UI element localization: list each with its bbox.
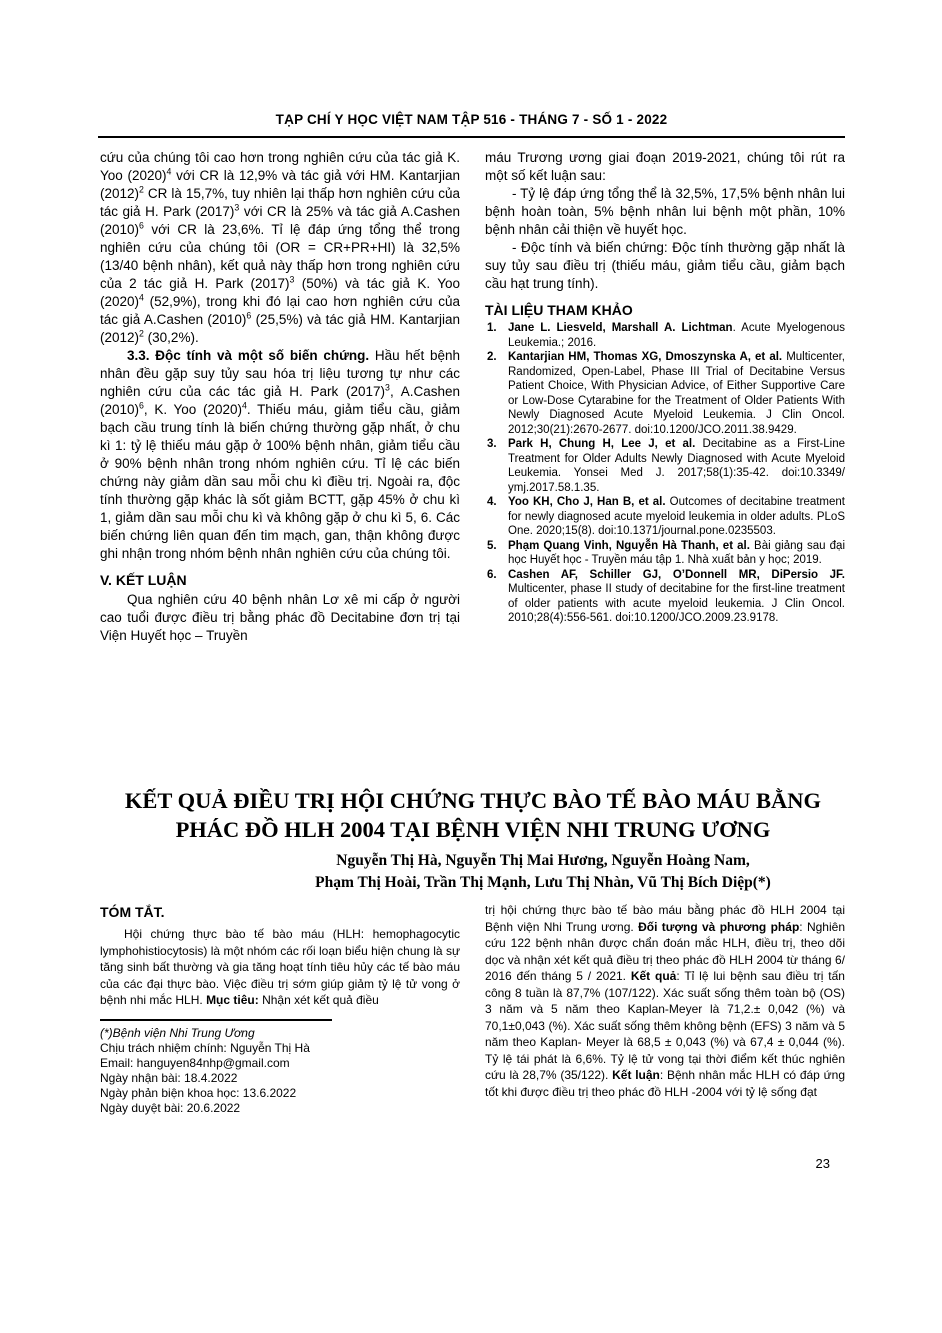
article2-left-column bbox=[100, 902, 460, 1116]
article1-left-column bbox=[100, 149, 460, 645]
reference-item-1 bbox=[485, 321, 845, 350]
footnote-corresponding-author: Chịu trách nhiệm chính: Nguyễn Thị Hà bbox=[100, 1040, 310, 1055]
reference-text: Yoo KH, Cho J, Han B, et al. Outcomes of decitabine treatment for newly diagnosed acute myeloid leukemia in older adults. PLoS One. 2020;15(8). doi:10.1371/journal.pone.0235503. bbox=[508, 496, 845, 537]
abstract-continued-paragraph: trị hội chứng thực bào tế bào máu bằng phác đồ HLH 2004 tại Bệnh viện Nhi Trung ương. Đối tượng và phương pháp: Nghiên cứu 122 bệnh nhân được chẩn đoán mắc HLH, điều trị, theo dõi dọc và nhận xét kết quả điều trị theo phác đồ HLH 2004 từ tháng 6/ 2016 đến tháng 5 / 2021. Kết quả: Tỉ lệ lui bệnh sau điều trị tấn công 8 tuần là 87,7% (107/122). Xác suất sống thêm toàn bộ (OS) 3 năm và 5 năm theo Kaplan-Meyer là 71,2.± 0,042 (%) và 70,1±0,043 (%). Xác suất sống thêm không bệnh (EFS) 3 năm và 5 năm theo Kaplan- Meyer là 68,5 ± 0,043 (%) và 67,4 ± 0,044 (%). Tỷ lệ tái phát là 6,6%. Tỷ lệ tử vong tại thời điểm kết thúc nghiên cứu là 28,7% (35/122). Kết luận: Bệnh nhân mắc HLH có đáp ứng tốt khi được điều trị theo phác đồ HLH -2004 với tỷ lệ sống đạt bbox=[485, 903, 845, 1099]
header-divider bbox=[98, 136, 845, 138]
footnote-divider bbox=[100, 1019, 332, 1021]
reference-item-4 bbox=[485, 495, 845, 539]
footnote bbox=[100, 1019, 460, 1116]
reference-text: Phạm Quang Vinh, Nguyễn Hà Thanh, et al. Bài giảng sau đại học Huyết học - Truyền máu tập 1. Nhà xuất bản y học; 2019. bbox=[508, 539, 845, 566]
reference-item-3 bbox=[485, 437, 845, 495]
footnote-affiliation: (*)Bệnh viện Nhi Trung Ương bbox=[100, 1025, 255, 1040]
paragraph-result-bullet-1: - Tỷ lệ đáp ứng tổng thể là 32,5%, 17,5% bệnh nhân lui bệnh hoàn toàn, 5% bệnh nhân lui bệnh một phần, 10% bệnh nhân cải thiện về huyết học. bbox=[485, 186, 845, 237]
abstract-heading: TÓM TẮT. bbox=[100, 904, 165, 920]
paragraph-conclusion-continued: máu Trương ương giai đoạn 2019-2021, chúng tôi rút ra một số kết luận sau: bbox=[485, 150, 845, 183]
abstract-paragraph: Hội chứng thực bào tế bào máu (HLH: hemophagocytic lymphohistiocytosis) là một nhóm các rối loạn biểu hiện chung là sự tăng sinh bất thường và gia tăng hoạt tính tiêu hủy các tế bào máu của các đại thực bào. Việc điều trị sớm giúp giảm tỷ lệ tử vong ở bệnh nhi mắc HLH. Mục tiêu: Nhận xét kết quả điều bbox=[100, 927, 460, 1007]
article2-authors bbox=[240, 850, 846, 894]
footnote-review-date: Ngày phản biện khoa học: 13.6.2022 bbox=[100, 1085, 297, 1100]
reference-item-6 bbox=[485, 568, 845, 626]
paragraph-discussion-1: cứu của chúng tôi cao hơn trong nghiên cứu của tác giả K. Yoo $(2020)^4$ với CR là 12,9% và tác giả với HM. Kantarjian $(2012)^2$ CR là 15,7%, tuy nhiên lại thấp hơn nghiên cứu của tác giả H. Park $(2017)^3$ với CR là 25% và tác giả A.Cashen $(2010)^6$ với CR là 23,6%. Tỉ lệ đáp ứng tổng thể trong nghiên cứu của chúng tôi (OR = CR+PR+HI) là 32,5% (13/40 bệnh nhân), kết quả này thấp hơn trong nghiên cứu của 2 tác giả H. Park $(2017)^3$ (50%) và tác giả K. Yoo $(2020)^4$ (52,9%), trong khi đó lại cao hơn nghiên cứu của tác giả A.Cashen $(2010)^6$ (25,5%) và tác giả HM. Kantarjian $(2012)^2$ (30,2%). bbox=[100, 150, 461, 345]
reference-list bbox=[485, 321, 845, 626]
article2-authors-line-1: Nguyễn Thị Hà, Nguyễn Thị Mai Hương, Nguyễn Hoàng Nam, bbox=[336, 852, 750, 869]
article1-right-column bbox=[485, 149, 845, 645]
reference-text: Jane L. Liesveld, Marshall A. Lichtman. Acute Myelogenous Leukemia.; 2016. bbox=[508, 322, 845, 349]
paragraph-conclusion: Qua nghiên cứu 40 bệnh nhân Lơ xê mi cấp ở người cao tuổi được điều trị bằng phác đồ Decitabine đơn trị tại Viện Huyết học – Truyền bbox=[100, 592, 460, 643]
article2-title-line-2: PHÁC ĐỒ HLH 2004 TẠI BỆNH VIỆN NHI TRUNG ƯƠNG bbox=[175, 817, 771, 842]
reference-text: Kantarjian HM, Thomas XG, Dmoszynska A, et al. Multicenter, Randomized, Open-Label, Phase III Trial of Decitabine Versus Patient Choice, With Physician Advice, of Either Supportive Care or Low-Dose Cytarabine for the Treatment of Older Patients With Newly Diagnosed Acute Myeloid Leukemia. J Clin Oncol. 2012;30(21):2670-2677. doi:10.1200/JCO.2011.38.9429. bbox=[508, 351, 845, 436]
reference-text: Cashen AF, Schiller GJ, O’Donnell MR, DiPersio JF. Multicenter, phase II study of decitabine for the first-line treatment of older patients with acute myeloid leukemia. J Clin Oncol. 2010;28(4):556-561. doi:10.1200/JCO.2009.23.9178. bbox=[508, 568, 845, 624]
reference-item-5 bbox=[485, 539, 845, 568]
article2-authors-line-2: Phạm Thị Hoài, Trần Thị Mạnh, Lưu Thị Nhàn, Vũ Thị Bích Diệp(*) bbox=[315, 874, 771, 891]
paragraph-result-bullet-2: - Độc tính và biến chứng: Độc tính thường gặp nhất là suy tủy sau điều trị (thiếu máu, giảm tiểu cầu, giảm bạch cầu hạt trung tính). bbox=[485, 240, 845, 291]
reference-text: Park H, Chung H, Lee J, et al. Decitabine as a First-Line Treatment for Older Adults Newly Diagnosed with Acute Myeloid Leukemia. Yonsei Med J. 2017;58(1):35-42. doi:10.3349/ ymj.2017.58.1.35. bbox=[508, 438, 846, 494]
reference-number: 4. bbox=[487, 496, 497, 508]
journal-header: TẠP CHÍ Y HỌC VIỆT NAM TẬP 516 - THÁNG 7 - SỐ 1 - 2022 bbox=[275, 112, 668, 127]
article2-title-line-1: KẾT QUẢ ĐIỀU TRỊ HỘI CHỨNG THỰC BÀO TẾ BÀO MÁU BẰNG bbox=[124, 788, 822, 813]
reference-number: 3. bbox=[487, 438, 497, 450]
footnote-email: Email: hanguyen84nhp@gmail.com bbox=[100, 1055, 290, 1070]
footnote-received-date: Ngày nhận bài: 18.4.2022 bbox=[100, 1070, 238, 1085]
reference-number: 2. bbox=[487, 351, 497, 363]
reference-item-2 bbox=[485, 350, 845, 437]
paragraph-toxicity: 3.3. Độc tính và một số biến chứng. Hầu hết bệnh nhân đều gặp suy tủy sau hóa trị liệu tương tự như các nghiên cứu của các tác giả H. Park $(2017)^3$, A.Cashen $(2010)^6$, K. Yoo $(2020)^4$. Thiếu máu, giảm tiểu cầu, giảm bạch cầu trung tính là biến chứng thường gặp nhất, ở chu kì 1: tỷ lệ thiếu máu gặp ở 100% bệnh nhân, giảm tiểu cầu ở 90% bệnh nhân trong nhóm nghiên cứu. Tỉ lệ các biến chứng này giảm dần sau mỗi chu kì điều trị. Ngoài ra, độc tính thường gặp khác là sốt giảm BCTT, gặp 45% ở chu kì 1, giảm dần sau mỗi chu kì và không gặp ở chu kì 5, 6. Các biến chứng liên quan đến tim mạch, gan, thận không được ghi nhận trong nhóm bệnh nhân nghiên cứu của chúng tôi. bbox=[100, 348, 460, 561]
footnote-accepted-date: Ngày duyệt bài: 20.6.2022 bbox=[100, 1100, 241, 1115]
reference-number: 5. bbox=[487, 539, 497, 552]
article2-body bbox=[100, 902, 846, 1116]
conclusion-heading: V. KẾT LUẬN bbox=[100, 572, 187, 588]
reference-number: 6. bbox=[487, 568, 497, 581]
article1-body bbox=[100, 149, 846, 645]
page-number: 23 bbox=[815, 1156, 830, 1171]
references-heading: TÀI LIỆU THAM KHẢO bbox=[485, 302, 633, 318]
article2-title bbox=[100, 786, 846, 844]
reference-number: 1. bbox=[487, 322, 497, 334]
article2-right-column bbox=[485, 902, 845, 1116]
